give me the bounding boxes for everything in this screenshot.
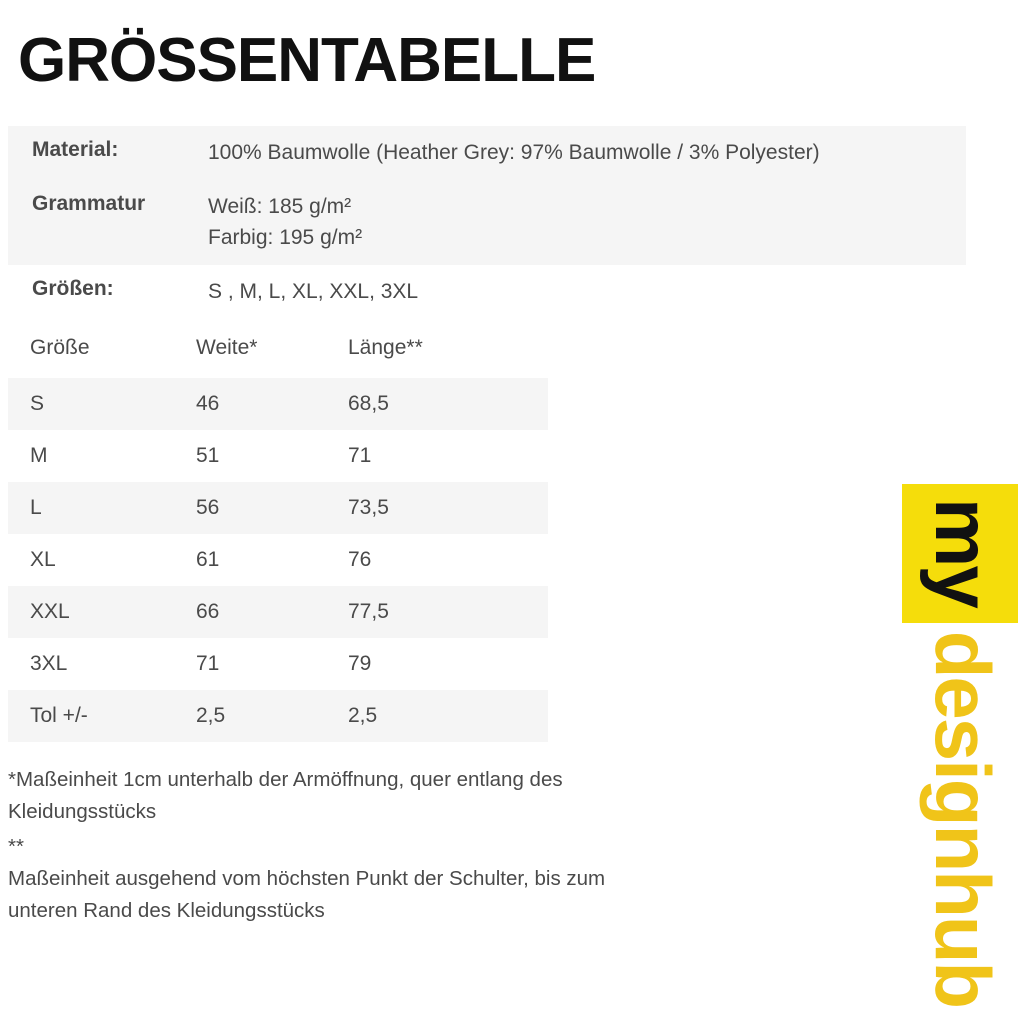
footnotes [8, 764, 768, 927]
table-cell-length: 73,5 [326, 482, 548, 534]
table-cell-size: M [30, 443, 48, 467]
info-value-groessen [190, 265, 966, 319]
logo-mark: my [902, 484, 1018, 623]
table-cell-size: XL [30, 547, 56, 571]
table-cell-size: Tol +/- [8, 690, 174, 742]
table-cell-width: 71 [196, 651, 220, 675]
footnote-line-3: ** [8, 835, 24, 859]
footnote-line-2: Kleidungsstücks [8, 799, 157, 823]
table-cell-size: L [8, 482, 174, 534]
table-cell-width: 46 [174, 378, 326, 430]
table-row [8, 378, 548, 430]
info-value-grammatur-line-2: Farbig: 195 g/m² [208, 225, 363, 249]
mydesignhub-logo [818, 484, 1018, 1024]
info-value-groessen-line-1: S , M, L, XL, XXL, 3XL [208, 280, 419, 304]
table-header-width: Weite* [174, 328, 326, 378]
info-value-material [190, 126, 966, 180]
table-cell-length: 71 [348, 443, 372, 467]
table-cell-length: 77,5 [326, 586, 548, 638]
table-cell-width: 2,5 [174, 690, 326, 742]
table-cell-length: 79 [348, 651, 372, 675]
table-cell-length: 68,5 [326, 378, 548, 430]
info-label-grammatur: Grammatur [32, 192, 146, 216]
table-row [8, 586, 548, 638]
table-row [8, 534, 548, 586]
table-header-length: Länge** [326, 328, 548, 378]
table-header-size: Größe [8, 328, 174, 378]
logo-wordmark: designhub [919, 630, 1007, 1008]
info-row-material [8, 126, 966, 180]
table-cell-width: 66 [174, 586, 326, 638]
table-cell-width: 61 [196, 547, 220, 571]
info-label-material: Material: [32, 138, 119, 161]
table-cell-length: 2,5 [326, 690, 548, 742]
footnote-line-5: unteren Rand des Kleidungsstücks [8, 898, 325, 922]
table-row [8, 638, 548, 690]
table-row [8, 430, 548, 482]
footnote-line-1: *Maßeinheit 1cm unterhalb der Armöffnung, quer entlang des [8, 767, 563, 791]
table-cell-length: 76 [348, 547, 372, 571]
info-value-grammatur [190, 180, 966, 265]
table-cell-width: 51 [196, 443, 220, 467]
size-table [8, 328, 548, 742]
info-row-grammatur [8, 180, 966, 265]
footnote-line-4: Maßeinheit ausgehend vom höchsten Punkt der Schulter, bis zum [8, 867, 606, 891]
table-cell-size: S [8, 378, 174, 430]
info-value-material-line-1: 100% Baumwolle (Heather Grey: 97% Baumwolle / 3% Polyester) [208, 141, 820, 164]
table-cell-size: 3XL [30, 651, 68, 675]
info-block [8, 126, 966, 320]
info-row-groessen [8, 265, 966, 319]
info-label-groessen: Größen: [32, 277, 114, 301]
table-row [8, 482, 548, 534]
table-row [8, 690, 548, 742]
page-title: GRÖSSENTABELLE [18, 26, 596, 95]
table-cell-width: 56 [174, 482, 326, 534]
table-header-row [8, 328, 548, 378]
table-cell-size: XXL [8, 586, 174, 638]
info-value-grammatur-line-1: Weiß: 185 g/m² [208, 195, 352, 219]
